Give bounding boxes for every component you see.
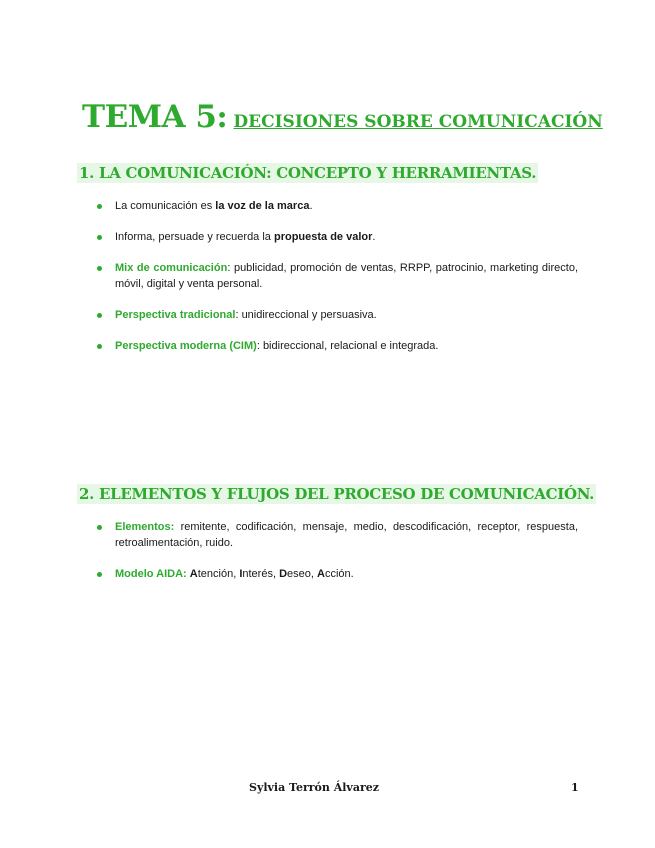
list-item: Perspectiva moderna (CIM): bidireccional, relacional e integrada. — [97, 338, 578, 354]
page-number: 1 — [571, 781, 579, 794]
title-main: TEMA 5: — [82, 99, 228, 135]
section-heading-1: 1. LA COMUNICACIÓN: CONCEPTO Y HERRAMIENTAS. — [79, 164, 537, 182]
list-item: La comunicación es la voz de la marca. — [97, 198, 578, 214]
list-item: Modelo AIDA: Atención, Interés, Deseo, Acción. — [97, 566, 578, 582]
footer-author: Sylvia Terrón Álvarez — [249, 781, 379, 794]
section-1-list — [97, 198, 578, 369]
section-2-list — [97, 519, 578, 597]
list-item: Mix de comunicación: publicidad, promoción de ventas, RRPP, patrocinio, marketing directo, móvil, digital y venta personal. — [97, 260, 578, 292]
document-title — [82, 100, 603, 133]
section-heading-2: 2. ELEMENTOS Y FLUJOS DEL PROCESO DE COMUNICACIÓN. — [79, 485, 595, 503]
list-item: Elementos: remitente, codificación, mensaje, medio, descodificación, receptor, respuesta, retroalimentación, ruido. — [97, 519, 578, 551]
title-subtitle: DECISIONES SOBRE COMUNICACIÓN — [233, 112, 603, 132]
list-item: Perspectiva tradicional: unidireccional y persuasiva. — [97, 307, 578, 323]
list-item: Informa, persuade y recuerda la propuesta de valor. — [97, 229, 578, 245]
